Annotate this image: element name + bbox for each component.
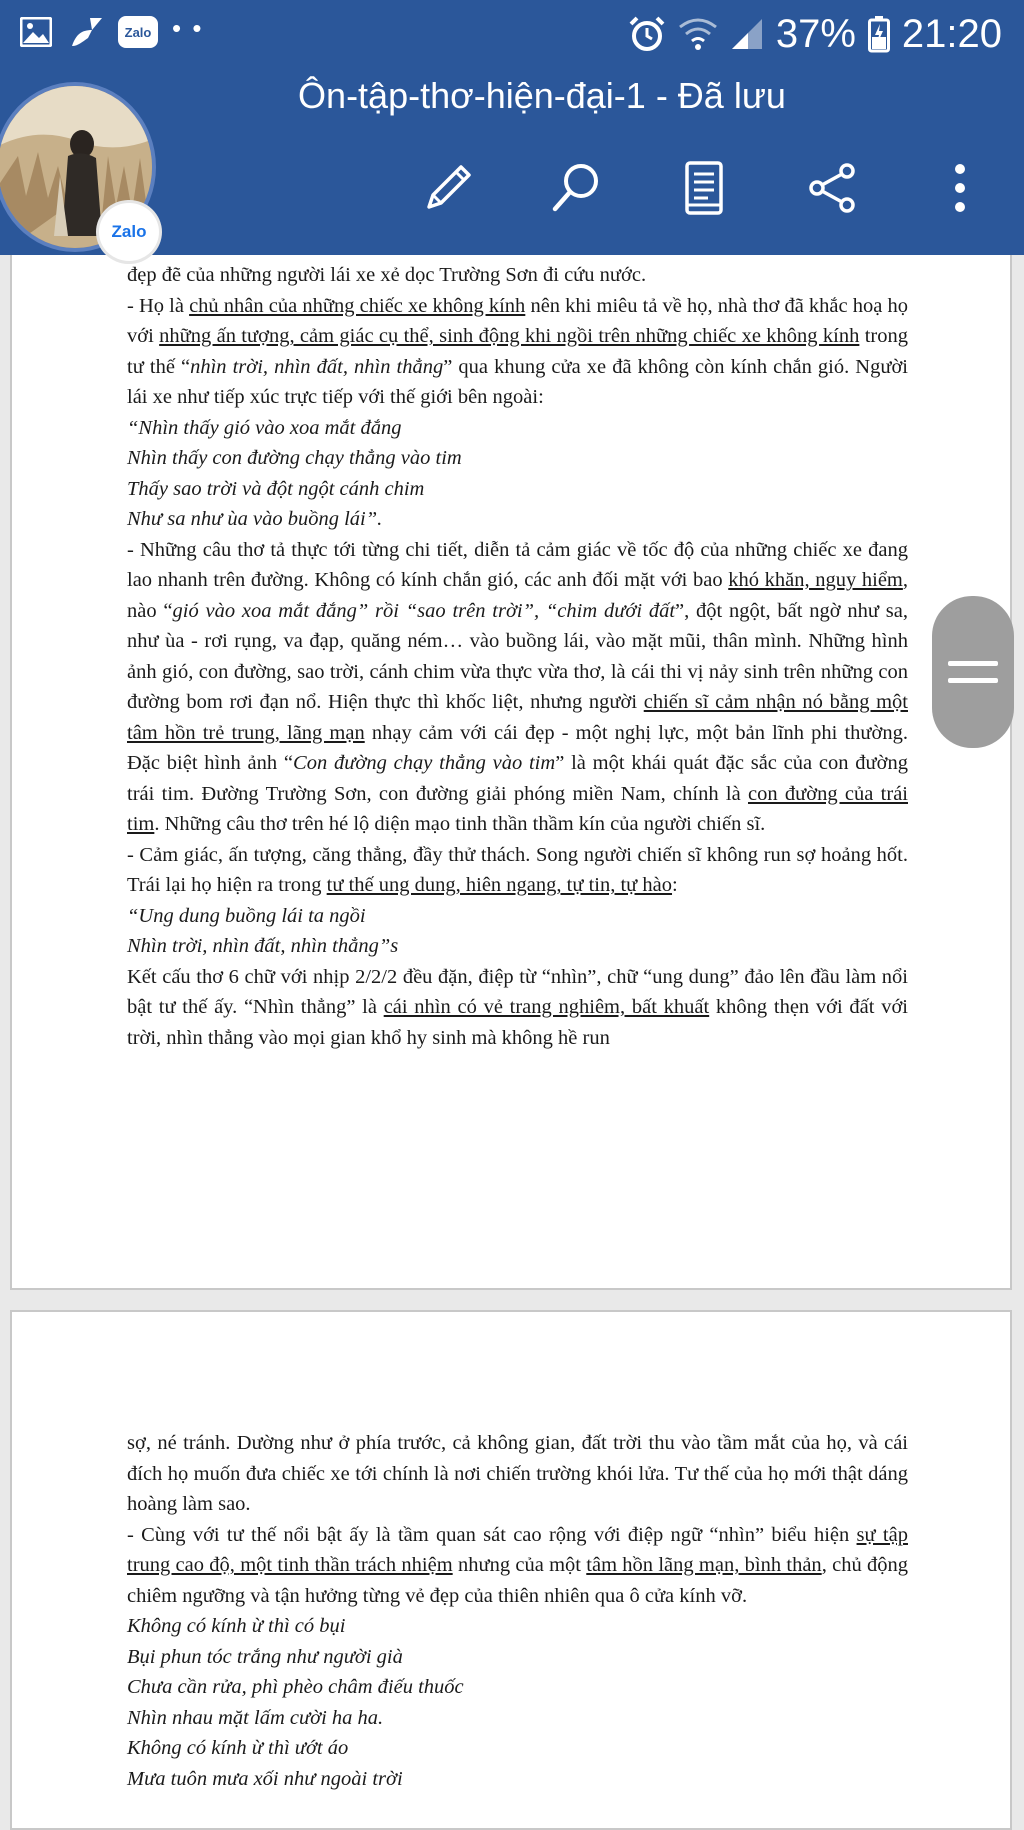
reading-view-icon — [684, 160, 724, 216]
paragraph: - Những câu thơ tả thực tới từng chi tiết, diễn tả cảm giác về tốc độ của những chiếc xe đang lao nhanh trên đường. Không có kính chắn gió, các anh đối mặt với bao khó khăn, nguy hiểm, nào “gió vào xoa mắt đắng” rồi “sao trên trời”, “chim dưới đất”, đột ngột, bất ngờ như sa, như ùa - rơi rụng, va đạp, quăng ném… vào buồng lái, vào mặt mũi, thân mình. Những hình ảnh gió, con đường, sao trời, cánh chim vừa thực vừa thơ, là cái thi vị nảy sinh trên những con đường bom rơi đạn nổ. Hiện thực thì khốc liệt, nhưng người chiến sĩ cảm nhận nó bằng một tâm hồn trẻ trung, lãng mạn nhạy cảm với cái đẹp - một nghị lực, một bản lĩnh phi thường. Đặc biệt hình ảnh “Con đường chạy thẳng vào tim” là một khái quát đặc sắc của con đường trái tim. Đường Trường Sơn, con đường giải phóng miền Nam, chính là con đường của trái tim. Những câu thơ trên hé lộ diện mạo tinh thần thầm kín của người chiến sĩ. — [127, 538, 909, 835]
status-bar — [0, 0, 1024, 70]
paragraph: - Cùng với tư thế nổi bật ấy là tầm quan sát cao rộng với điệp ngữ “nhìn” biểu hiện sự tập trung cao độ, một tinh thần trách nhiệm nhưng của một tâm hồn lãng mạn, bình thản, chủ động chiêm ngưỡng và tận hưởng từng vẻ đẹp của thiên nhiên qua ô cửa kính vỡ. — [127, 1523, 908, 1607]
zalo-icon: Zalo — [118, 16, 158, 48]
scroll-handle[interactable] — [932, 596, 1014, 748]
poem-line: Chưa cần rửa, phì phèo châm điếu thuốc — [127, 1676, 464, 1698]
battery-icon — [868, 15, 890, 53]
clock: 21:20 — [901, 12, 1002, 56]
wifi-icon — [678, 17, 718, 51]
page-1-content — [127, 260, 908, 1053]
poem-line: Nhìn trời, nhìn đất, nhìn thẳng”s — [127, 935, 399, 957]
reading-view-button[interactable] — [676, 160, 732, 216]
poem-line: Bụi phun tóc trắng như người già — [127, 1645, 403, 1668]
page-2-content — [127, 1428, 908, 1794]
poem-line: Không có kính ừ thì có bụi — [127, 1615, 346, 1637]
share-icon — [805, 161, 859, 215]
image-icon — [18, 14, 54, 50]
signal-icon — [730, 17, 764, 51]
document-page-2 — [10, 1310, 1012, 1830]
paragraph: - Họ là chủ nhân của những chiếc xe không kính nên khi miêu tả về họ, nhà thơ đã khắc hoạ họ với những ấn tượng, cảm giác cụ thể, sinh động khi ngồi trên những chiếc xe không kính trong tư thế “nhìn trời, nhìn đất, nhìn thẳng” qua khung cửa xe đã không còn kính chắn gió. Người lái xe như tiếp xúc trực tiếp với thế giới bên ngoài: — [127, 294, 909, 408]
paragraph: đẹp đẽ của những người lái xe xẻ dọc Trường Sơn đi cứu nước. — [127, 264, 647, 286]
edit-button[interactable] — [420, 160, 476, 216]
paragraph: - Cảm giác, ấn tượng, căng thẳng, đầy thử thách. Song người chiến sĩ không run sợ hoảng hốt. Trái lại họ hiện ra trong tư thế ung dung, hiên ngang, tự tin, tự hào: — [127, 843, 908, 896]
poem-line: Nhìn thấy con đường chạy thẳng vào tim — [127, 447, 462, 469]
share-button[interactable] — [804, 160, 860, 216]
zalo-badge-icon: Zalo — [96, 200, 162, 264]
poem-line: Không có kính ừ thì ướt áo — [127, 1737, 349, 1759]
more-dots-icon: • • — [172, 13, 204, 43]
poem-line: “Ung dung buồng lái ta ngồi — [127, 904, 366, 927]
grip-line-icon — [948, 661, 998, 666]
document-title: Ôn-tập-thơ-hiện-đại-1 - Đã lưu — [298, 75, 786, 116]
toolbar — [420, 160, 988, 216]
edit-icon — [421, 161, 475, 215]
search-button[interactable] — [548, 160, 604, 216]
paragraph: Kết cấu thơ 6 chữ với nhịp 2/2/2 đều đặn, điệp từ “nhìn”, chữ “ung dung” đảo lên đầu làm nổi bật tư thế ấy. “Nhìn thẳng” là cái nhìn có vẻ trang nghiêm, bất khuất không thẹn với đất với trời, nhìn thẳng vào mọi gian khổ hy sinh mà không hề run — [127, 965, 908, 1049]
search-icon — [549, 161, 603, 215]
poem-line: Như sa như ùa vào buồng lái”. — [127, 508, 383, 530]
status-left-icons — [18, 14, 203, 50]
poem-line: Thấy sao trời và đột ngột cánh chim — [127, 477, 425, 500]
status-right — [628, 10, 1002, 58]
grip-line-icon — [948, 678, 998, 683]
paragraph: sợ, né tránh. Dường như ở phía trước, cả không gian, đất trời thu vào tầm mắt của họ, và cái đích họ muốn đưa chiếc xe tới chính là nơi chiến trường khói lửa. Tư thế của họ mới thật dáng hoàng làm sao. — [127, 1432, 908, 1515]
document-page-1 — [10, 240, 1012, 1290]
more-options-button[interactable] — [932, 160, 988, 216]
battery-percent: 37% — [775, 12, 856, 56]
more-icon — [950, 161, 970, 215]
poem-line: Mưa tuôn mưa xối như ngoài trời — [127, 1767, 403, 1790]
poem-line: “Nhìn thấy gió vào xoa mắt đắng — [127, 416, 402, 439]
broom-icon — [68, 14, 104, 50]
alarm-icon — [628, 15, 666, 53]
poem-line: Nhìn nhau mặt lấm cười ha ha. — [127, 1706, 384, 1729]
